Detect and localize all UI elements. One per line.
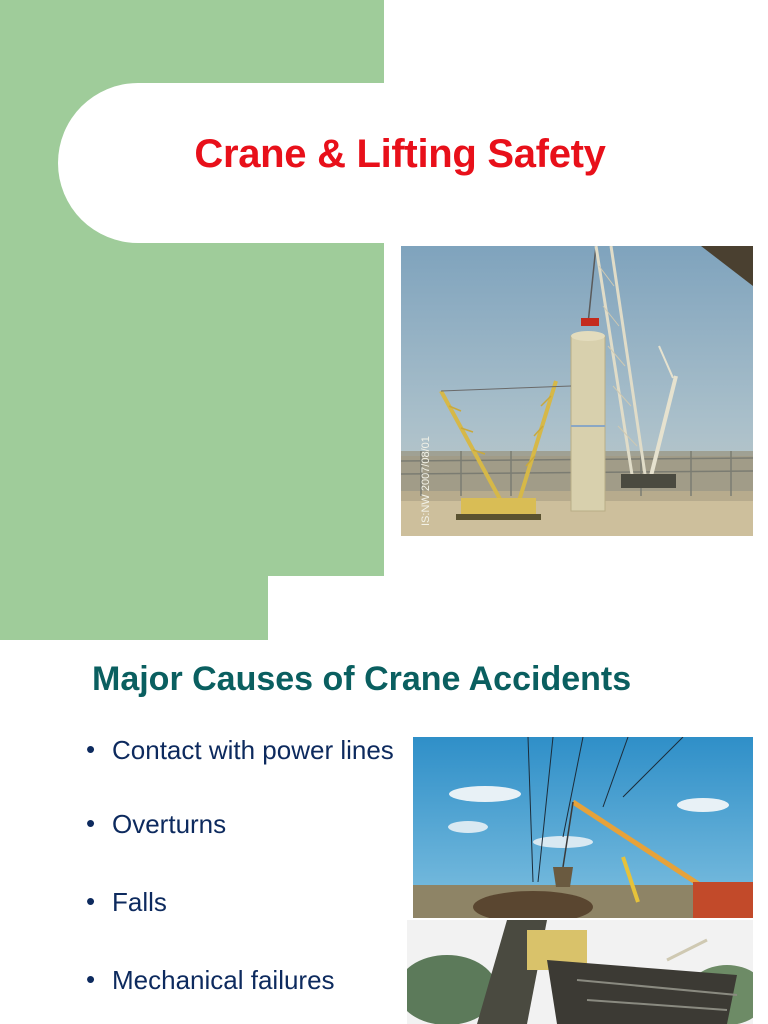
crane-near-power-lines-photo bbox=[413, 737, 753, 918]
bullet-icon: • bbox=[86, 734, 96, 764]
bullet-icon: • bbox=[86, 964, 96, 994]
list-item: • Contact with power lines bbox=[86, 734, 394, 765]
overturned-crane-photo bbox=[407, 920, 753, 1024]
slide-heading: Major Causes of Crane Accidents bbox=[92, 660, 632, 698]
bullet-list bbox=[84, 734, 394, 996]
green-sidebar-tab bbox=[0, 576, 268, 640]
list-item: • Falls bbox=[86, 886, 167, 917]
slide-title: Crane & Lifting Safety bbox=[194, 132, 606, 176]
photo-date-stamp: IS:NW 2007/08/01 bbox=[420, 436, 432, 526]
list-item: • Mechanical failures bbox=[86, 964, 335, 995]
bullet-icon: • bbox=[86, 886, 96, 916]
bullet-icon: • bbox=[86, 808, 96, 838]
list-item: • Overturns bbox=[86, 808, 227, 839]
crane-lifting-vessel-photo bbox=[401, 246, 753, 536]
